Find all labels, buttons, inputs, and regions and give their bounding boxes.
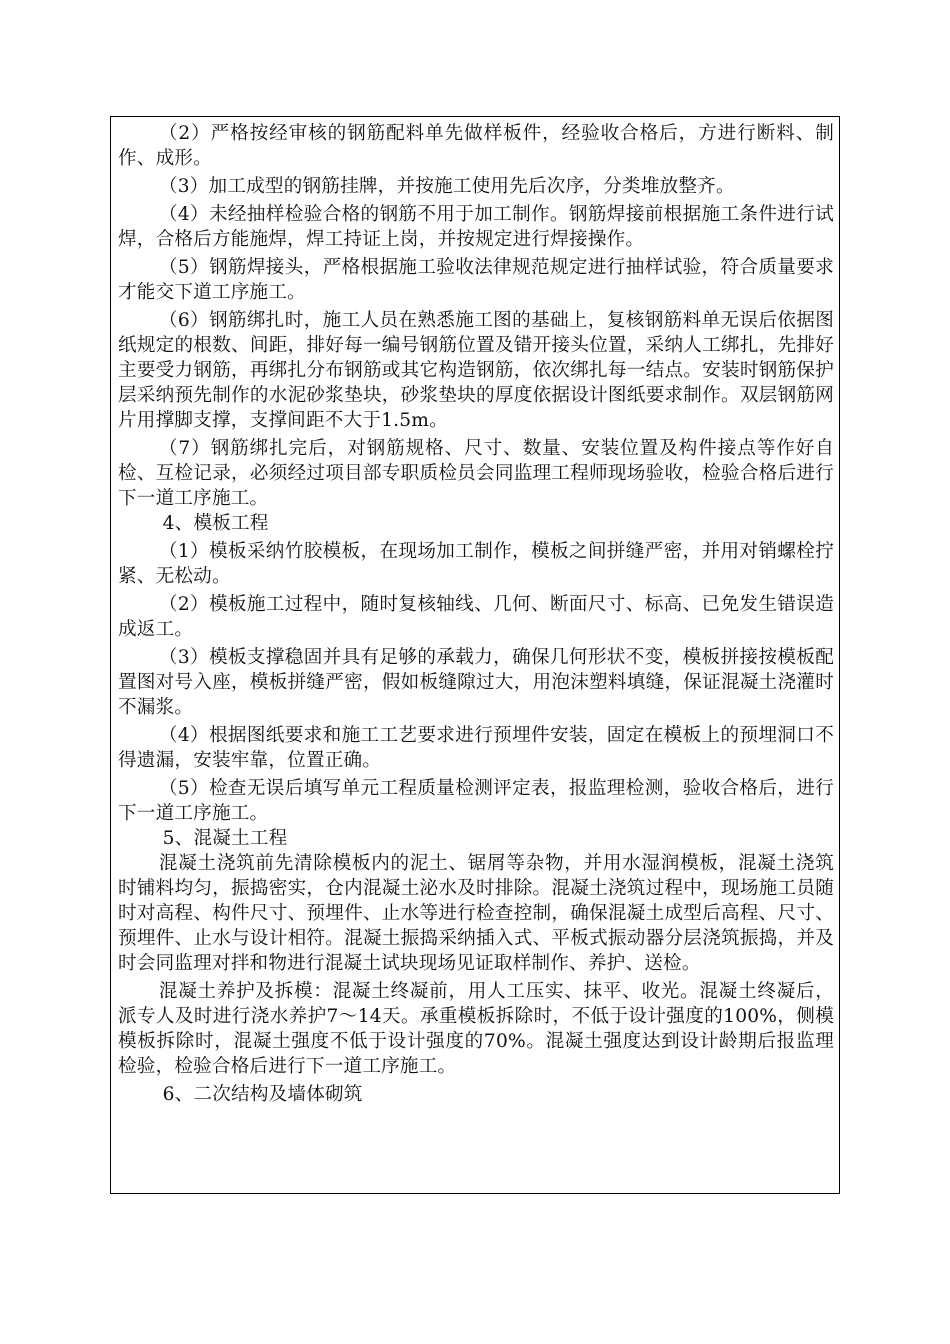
- document-body: [118, 121, 834, 1107]
- section-heading-concrete: 5、混凝土工程: [162, 828, 288, 849]
- paragraph-formwork-support: （3）模板支撑稳固并具有足够的承载力，确保几何形状不变，模板拼接按模板配置图对号入座，模板拼缝严密，假如板缝隙过大，用泡沫塑料填缝，保证混凝土浇灌时不漏浆。: [118, 647, 834, 718]
- paragraph-rebar-welding-trial: （4）未经抽样检验合格的钢筋不用于加工制作。钢筋焊接前根据施工条件进行试焊，合格后方能施焊，焊工持证上岗，并按规定进行焊接操作。: [118, 204, 834, 250]
- paragraph-weld-joint-testing: （5）钢筋焊接头，严格根据施工验收法律规范规定进行抽样试验，符合质量要求才能交下道工序施工。: [118, 257, 834, 303]
- paragraph-rebar-sample: （2）严格按经审核的钢筋配料单先做样板件，经验收合格后，方进行断料、制作、成形。: [118, 123, 834, 169]
- paragraph-formwork-material: （1）模板采纳竹胶模板，在现场加工制作，模板之间拼缝严密，并用对销螺栓拧紧、无松动。: [118, 541, 834, 587]
- paragraph-rebar-binding: （6）钢筋绑扎时，施工人员在熟悉施工图的基础上，复核钢筋料单无误后依据图纸规定的根数、间距，排好每一编号钢筋位置及错开接头位置，采纳人工绑扎，先排好主要受力钢筋，再绑扎分布钢筋或其它构造钢筋，依次绑扎每一结点。安装时钢筋保护层采纳预先制作的水泥砂浆垫块，砂浆垫块的厚度依据设计图纸要求制作。双层钢筋网片用撑脚支撑，支撑间距不大于1.5m。: [118, 310, 834, 431]
- section-heading-secondary-structure: 6、二次结构及墙体砌筑: [162, 1084, 363, 1105]
- paragraph-formwork-acceptance: （5）检查无误后填写单元工程质量检测评定表，报监理检测，验收合格后，进行下一道工序施工。: [118, 778, 834, 824]
- paragraph-concrete-curing: 混凝土养护及拆模：混凝土终凝前，用人工压实、抹平、收光。混凝土终凝后，派专人及时进行浇水养护7～14天。承重模板拆除时，不低于设计强度的100%，侧模模板拆除时，混凝土强度不低于设计强度的70%。混凝土强度达到设计龄期后报监理检验，检验合格后进行下一道工序施工。: [118, 981, 834, 1077]
- paragraph-embedded-parts: （4）根据图纸要求和施工工艺要求进行预埋件安装，固定在模板上的预埋洞口不得遗漏，安装牢靠，位置正确。: [118, 725, 834, 771]
- paragraph-concrete-pouring: 混凝土浇筑前先清除模板内的泥土、锯屑等杂物，并用水湿润模板，混凝土浇筑时铺料均匀，振捣密实，仓内混凝土泌水及时排除。混凝土浇筑过程中，现场施工员随时对高程、构件尺寸、预埋件、止水等进行检查控制，确保混凝土成型后高程、尺寸、预埋件、止水与设计相符。混凝土振捣采纳插入式、平板式振动器分层浇筑振捣，并及时会同监理对拌和物进行混凝土试块现场见证取样制作、养护、送检。: [118, 853, 834, 974]
- paragraph-formwork-checking: （2）模板施工过程中，随时复核轴线、几何、断面尺寸、标高、已免发生错误造成返工。: [118, 594, 834, 640]
- paragraph-rebar-inspection: （7）钢筋绑扎完后，对钢筋规格、尺寸、数量、安装位置及构件接点等作好自检、互检记录，必须经过项目部专职质检员会同监理工程师现场验收，检验合格后进行下一道工序施工。: [118, 438, 834, 509]
- paragraph-rebar-tagging: （3）加工成型的钢筋挂牌，并按施工使用先后次序，分类堆放整齐。: [158, 176, 735, 197]
- section-heading-formwork: 4、模板工程: [162, 513, 269, 534]
